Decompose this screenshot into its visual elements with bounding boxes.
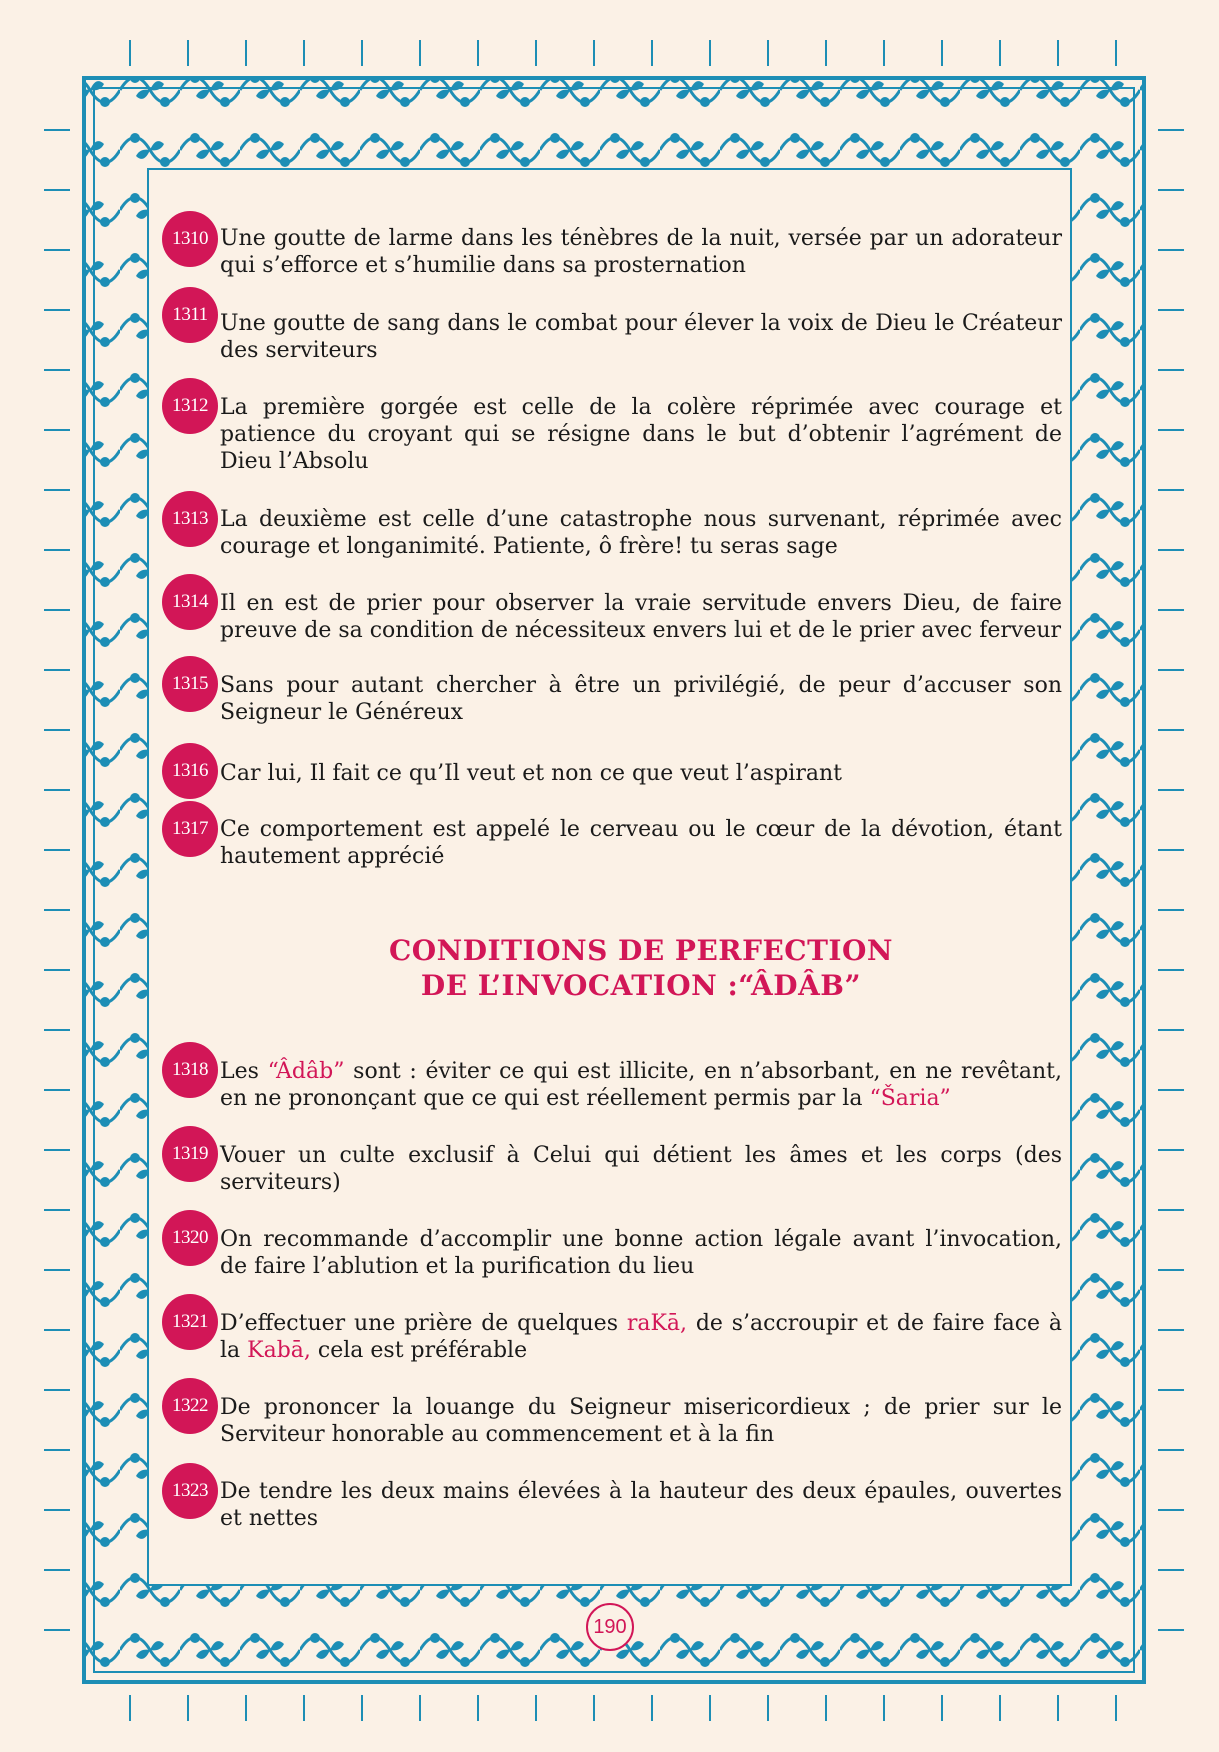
verse-number-badge: 1321 [162, 1294, 218, 1350]
verse-number-badge: 1319 [162, 1126, 218, 1182]
verse-text: Sans pour autant chercher à être un privilégié, de peur d’accuser son Seigneur le Généreux [220, 673, 1062, 725]
verse-text: Une goutte de larme dans les ténèbres de la nuit, versée par un adorateur qui s’efforce et s’humilie dans sa prosternation [220, 226, 1062, 278]
highlighted-term: “Šaria” [869, 1086, 951, 1111]
verse-text: De tendre les deux mains élevées à la hauteur des deux épaules, ouvertes et nettes [220, 1479, 1062, 1531]
verse-number-badge: 1315 [162, 656, 218, 712]
verse-text: La première gorgée est celle de la colère réprimée avec courage et patience du croyant qui se résigne dans le but d’obtenir l’agrément de Dieu l’Absolu [220, 395, 1062, 474]
verse-text: On recommande d’accomplir une bonne action légale avant l’invocation, de faire l’ablution et la purification du lieu [220, 1227, 1062, 1279]
page-number: 190 [586, 1603, 634, 1651]
verse-text: La deuxième est celle d’une catastrophe nous survenant, réprimée avec courage et longanimité. Patiente, ô frère! tu seras sage [220, 507, 1062, 559]
verse-number-badge: 1323 [162, 1463, 218, 1519]
verse-text: Vouer un culte exclusif à Celui qui détient les âmes et les corps (des serviteurs) [220, 1143, 1062, 1195]
section-heading [220, 933, 1062, 1003]
verse-number-badge: 1322 [162, 1378, 218, 1434]
verse-text: Il en est de prier pour observer la vraie servitude envers Dieu, de faire preuve de sa condition de nécessiteux envers lui et de le prier avec ferveur [220, 591, 1062, 643]
heading-line-2: DE L’INVOCATION :“ÂDÂB” [420, 969, 862, 1002]
verse-text: Ce comportement est appelé le cerveau ou le cœur de la dévotion, étant hautement apprécié [220, 817, 1062, 869]
verse-text: De prononcer la louange du Seigneur misericordieux ; de prier sur le Serviteur honorable au commencement et à la fin [220, 1395, 1062, 1447]
text-run: D’effectuer une prière de quelques [220, 1311, 627, 1336]
highlighted-term: raKā, [626, 1311, 687, 1336]
text-panel [147, 168, 1072, 1586]
verse-number-badge: 1310 [162, 211, 218, 267]
verse-number-badge: 1314 [162, 574, 218, 630]
highlighted-term: “Âdâb” [267, 1059, 345, 1084]
verse-number-badge: 1318 [162, 1042, 218, 1098]
verse-text [220, 1310, 1062, 1364]
verse-number-badge: 1313 [162, 491, 218, 547]
verse-text: Une goutte de sang dans le combat pour élever la voix de Dieu le Créateur des serviteurs [220, 311, 1062, 363]
verse-number-badge: 1320 [162, 1210, 218, 1266]
text-run: sont : éviter ce qui est illicite, en n’absorbant, en ne revêtant, en ne prononçant que ce qui est réellement permis par la [220, 1059, 1062, 1111]
text-run: cela est préférable [310, 1338, 528, 1363]
verse-number-badge: 1312 [162, 378, 218, 434]
text-run: Les [220, 1059, 268, 1084]
heading-line-1: CONDITIONS DE PERFECTION [389, 934, 893, 967]
highlighted-term: Kabā, [247, 1338, 311, 1363]
verse-text: Car lui, Il fait ce qu’Il veut et non ce que veut l’aspirant [220, 761, 842, 786]
text-run: de s’accroupir et de faire face à la [220, 1311, 1062, 1363]
verse-number-badge: 1317 [162, 801, 218, 857]
verse-number-badge: 1311 [162, 287, 218, 343]
verse-text [220, 1058, 1062, 1112]
verse-number-badge: 1316 [162, 743, 218, 799]
